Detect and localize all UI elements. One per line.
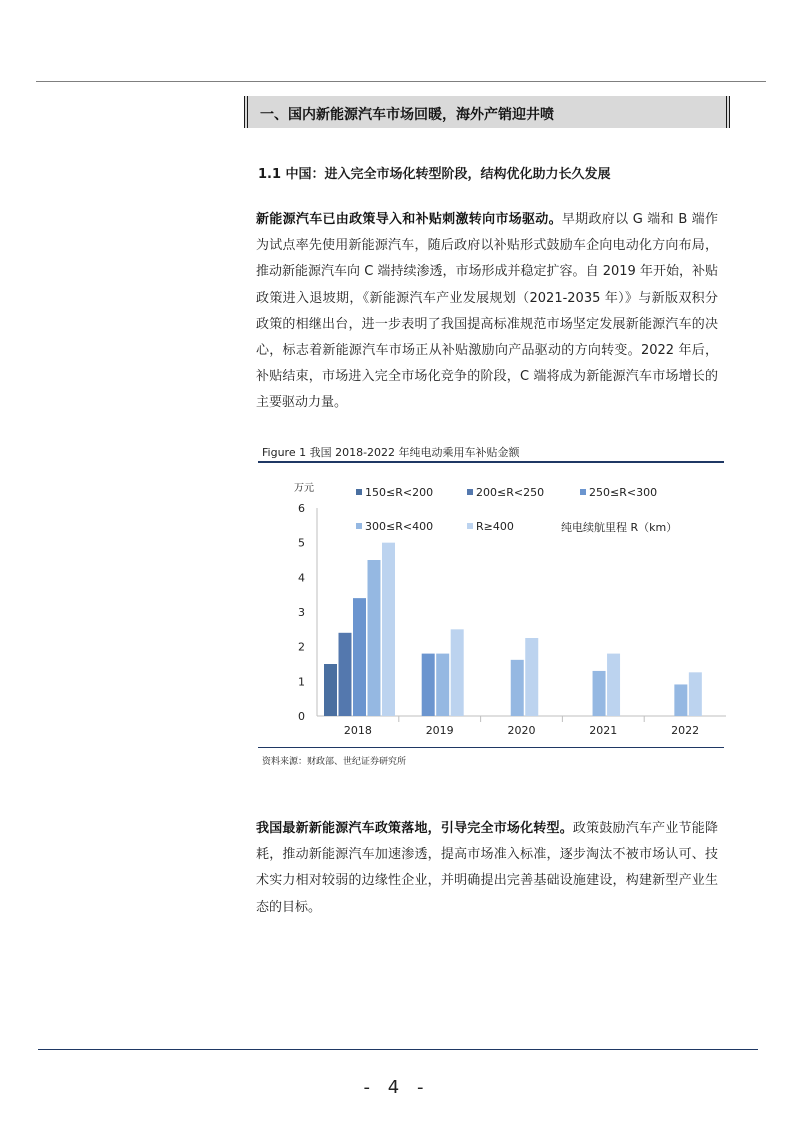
x-tick-label: 2018 bbox=[343, 724, 372, 737]
footer-rule bbox=[38, 1049, 758, 1050]
figure-top-rule bbox=[258, 461, 724, 463]
y-tick-label: 5 bbox=[298, 536, 305, 550]
bar bbox=[368, 560, 381, 716]
bar bbox=[511, 660, 524, 716]
figure-bottom-rule bbox=[258, 747, 724, 748]
legend-label: R≥400 bbox=[476, 520, 514, 533]
paragraph-1 bbox=[256, 207, 718, 417]
bar bbox=[525, 638, 538, 716]
y-tick-label: 2 bbox=[298, 640, 305, 654]
x-tick-label: 2019 bbox=[425, 724, 454, 737]
page-number: - 4 - bbox=[363, 1077, 430, 1098]
section-title: 一、国内新能源汽车市场回暖，海外产销迎井喷 bbox=[260, 107, 554, 123]
figure-caption: Figure 1 我国 2018-2022 年纯电动乘用车补贴金额 bbox=[262, 446, 520, 459]
bar bbox=[422, 654, 435, 716]
bar bbox=[339, 633, 352, 716]
y-tick-label: 1 bbox=[298, 675, 305, 689]
paragraph-2 bbox=[256, 816, 718, 921]
bar bbox=[353, 598, 366, 716]
bar bbox=[436, 654, 449, 716]
paragraph-2-lead: 我国最新新能源汽车政策落地，引导完全市场化转型。 bbox=[256, 821, 573, 836]
paragraph-1-lead: 新能源汽车已由政策导入和补贴刺激转向市场驱动。 bbox=[256, 212, 562, 227]
y-tick-label: 3 bbox=[298, 606, 305, 619]
bar bbox=[451, 629, 464, 716]
x-tick-label: 2022 bbox=[671, 724, 700, 737]
x-tick-label: 2020 bbox=[507, 724, 536, 737]
y-tick-label: 0 bbox=[298, 710, 305, 723]
paragraph-2-body: 政策鼓励汽车产业节能降耗，推动新能源汽车加速渗透，提高市场准入标准，逐步淘汰不被市场认可、技术实力相对较弱的边缘性企业，并明确提出完善基础设施建设，构建新型产业生态的目标。 bbox=[256, 821, 718, 915]
section-heading bbox=[244, 96, 730, 128]
y-tick-label: 6 bbox=[298, 502, 305, 515]
header-rule bbox=[36, 81, 766, 82]
y-tick-label: 4 bbox=[298, 571, 305, 585]
x-tick-label: 2021 bbox=[589, 724, 618, 737]
legend-title: 纯电续航里程 R（km） bbox=[561, 521, 678, 534]
legend-label: 250≤R<300 bbox=[589, 486, 658, 499]
bar bbox=[607, 654, 620, 716]
legend-swatch bbox=[356, 489, 362, 495]
bar bbox=[593, 671, 606, 716]
subsection-title: 1.1 中国：进入完全市场化转型阶段，结构优化助力长久发展 bbox=[258, 167, 611, 182]
legend-label: 300≤R<400 bbox=[365, 520, 434, 533]
legend-swatch bbox=[356, 523, 362, 529]
bar bbox=[674, 684, 687, 716]
legend-swatch bbox=[467, 489, 473, 495]
legend-swatch bbox=[467, 523, 473, 529]
legend-label: 200≤R<250 bbox=[476, 486, 545, 499]
y-axis-title: 万元 bbox=[294, 483, 314, 494]
figure-source: 资料来源：财政部、世纪证券研究所 bbox=[262, 757, 407, 767]
paragraph-1-body: 早期政府以 G 端和 B 端作为试点率先使用新能源汽车，随后政府以补贴形式鼓励车企向电动化方向布局，推动新能源汽车向 C 端持续渗透，市场形成并稳定扩容。自 2019 年开始，补贴政策进入退坡期，《新能源汽车产业发展规划（2021-2035 年）》与新版双积分政策的相继出台，进一步表明了我国提高标准规范市场坚定发展新能源汽车的决心，标志着新能源汽车市场正从补贴激励向产品驱动的方向转变。2022 年后，补贴结束，市场进入完全市场化竞争的阶段，C 端将成为新能源汽车市场增长的主要驱动力量。 bbox=[256, 212, 718, 411]
legend-label: 150≤R<200 bbox=[365, 486, 434, 499]
legend-swatch bbox=[580, 489, 586, 495]
bar bbox=[382, 543, 395, 716]
bar bbox=[689, 672, 702, 716]
bar bbox=[324, 664, 337, 716]
subsidy-bar-chart bbox=[256, 466, 726, 746]
